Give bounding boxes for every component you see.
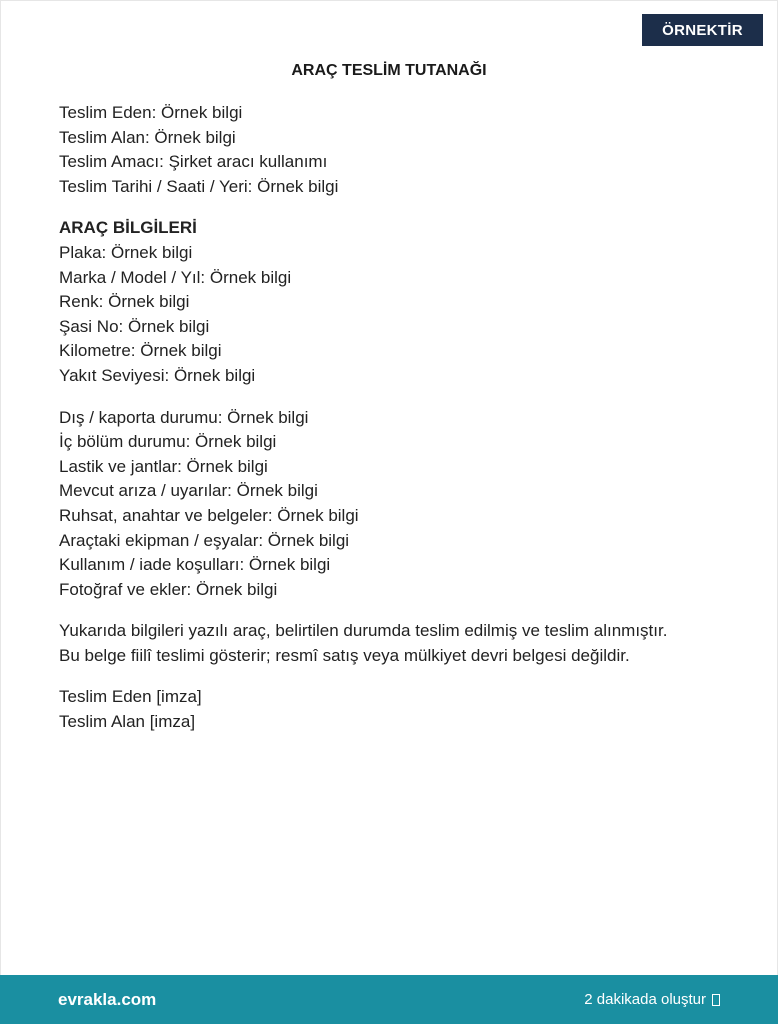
condition-line: Lastik ve jantlar: Örnek bilgi	[59, 456, 268, 476]
document-title: ARAÇ TESLİM TUTANAĞI	[291, 62, 487, 79]
spacer	[59, 389, 739, 406]
cta-label: 2 dakikada oluştur	[584, 991, 706, 1008]
condition-line: Fotoğraf ve ekler: Örnek bilgi	[59, 579, 278, 599]
condition-line: Kullanım / iade koşulları: Örnek bilgi	[59, 555, 331, 575]
condition-line: Mevcut arıza / uyarılar: Örnek bilgi	[59, 481, 318, 501]
signature-line: Teslim Alan [imza]	[59, 712, 196, 732]
condition-block	[59, 406, 739, 603]
parties-block	[59, 101, 739, 199]
condition-line: Dış / kaporta durumu: Örnek bilgi	[59, 407, 309, 427]
condition-line: İç bölüm durumu: Örnek bilgi	[59, 432, 277, 452]
spacer	[59, 199, 739, 216]
vehicle-info-line: Renk: Örnek bilgi	[59, 292, 190, 312]
section-title: ARAÇ BİLGİLERİ	[59, 218, 197, 238]
signature-block	[59, 685, 739, 734]
spacer	[59, 668, 739, 685]
spacer	[59, 602, 739, 619]
vehicle-info-line: Marka / Model / Yıl: Örnek bilgi	[59, 267, 292, 287]
statement-line: Yukarıda bilgileri yazılı araç, belirtilen durumda teslim edilmiş ve teslim alınmıştır.	[59, 621, 668, 641]
external-link-icon	[712, 994, 720, 1006]
signature-line: Teslim Eden [imza]	[59, 687, 202, 707]
party-line: Teslim Tarihi / Saati / Yeri: Örnek bilgi	[59, 176, 339, 196]
document-body	[59, 101, 739, 735]
condition-line: Ruhsat, anahtar ve belgeler: Örnek bilgi	[59, 505, 359, 525]
party-line: Teslim Alan: Örnek bilgi	[59, 127, 236, 147]
footer-brand-link[interactable]: evrakla.com	[58, 989, 157, 1009]
statement-block	[59, 619, 739, 668]
party-line: Teslim Amacı: Şirket aracı kullanımı	[59, 152, 328, 172]
footer-bar	[0, 975, 778, 1024]
sample-badge: ÖRNEKTİR	[642, 14, 763, 46]
vehicle-info-line: Kilometre: Örnek bilgi	[59, 341, 222, 361]
party-line: Teslim Eden: Örnek bilgi	[59, 103, 243, 122]
vehicle-info-line: Şasi No: Örnek bilgi	[59, 316, 210, 336]
condition-line: Araçtaki ekipman / eşyalar: Örnek bilgi	[59, 530, 350, 550]
vehicle-info-line: Plaka: Örnek bilgi	[59, 242, 193, 262]
statement-line: Bu belge fiilî teslimi gösterir; resmî satış veya mülkiyet devri belgesi değildir.	[59, 645, 630, 665]
vehicle-info-block	[59, 216, 739, 388]
vehicle-info-line: Yakıt Seviyesi: Örnek bilgi	[59, 365, 256, 385]
create-cta-link[interactable]	[584, 975, 720, 1024]
